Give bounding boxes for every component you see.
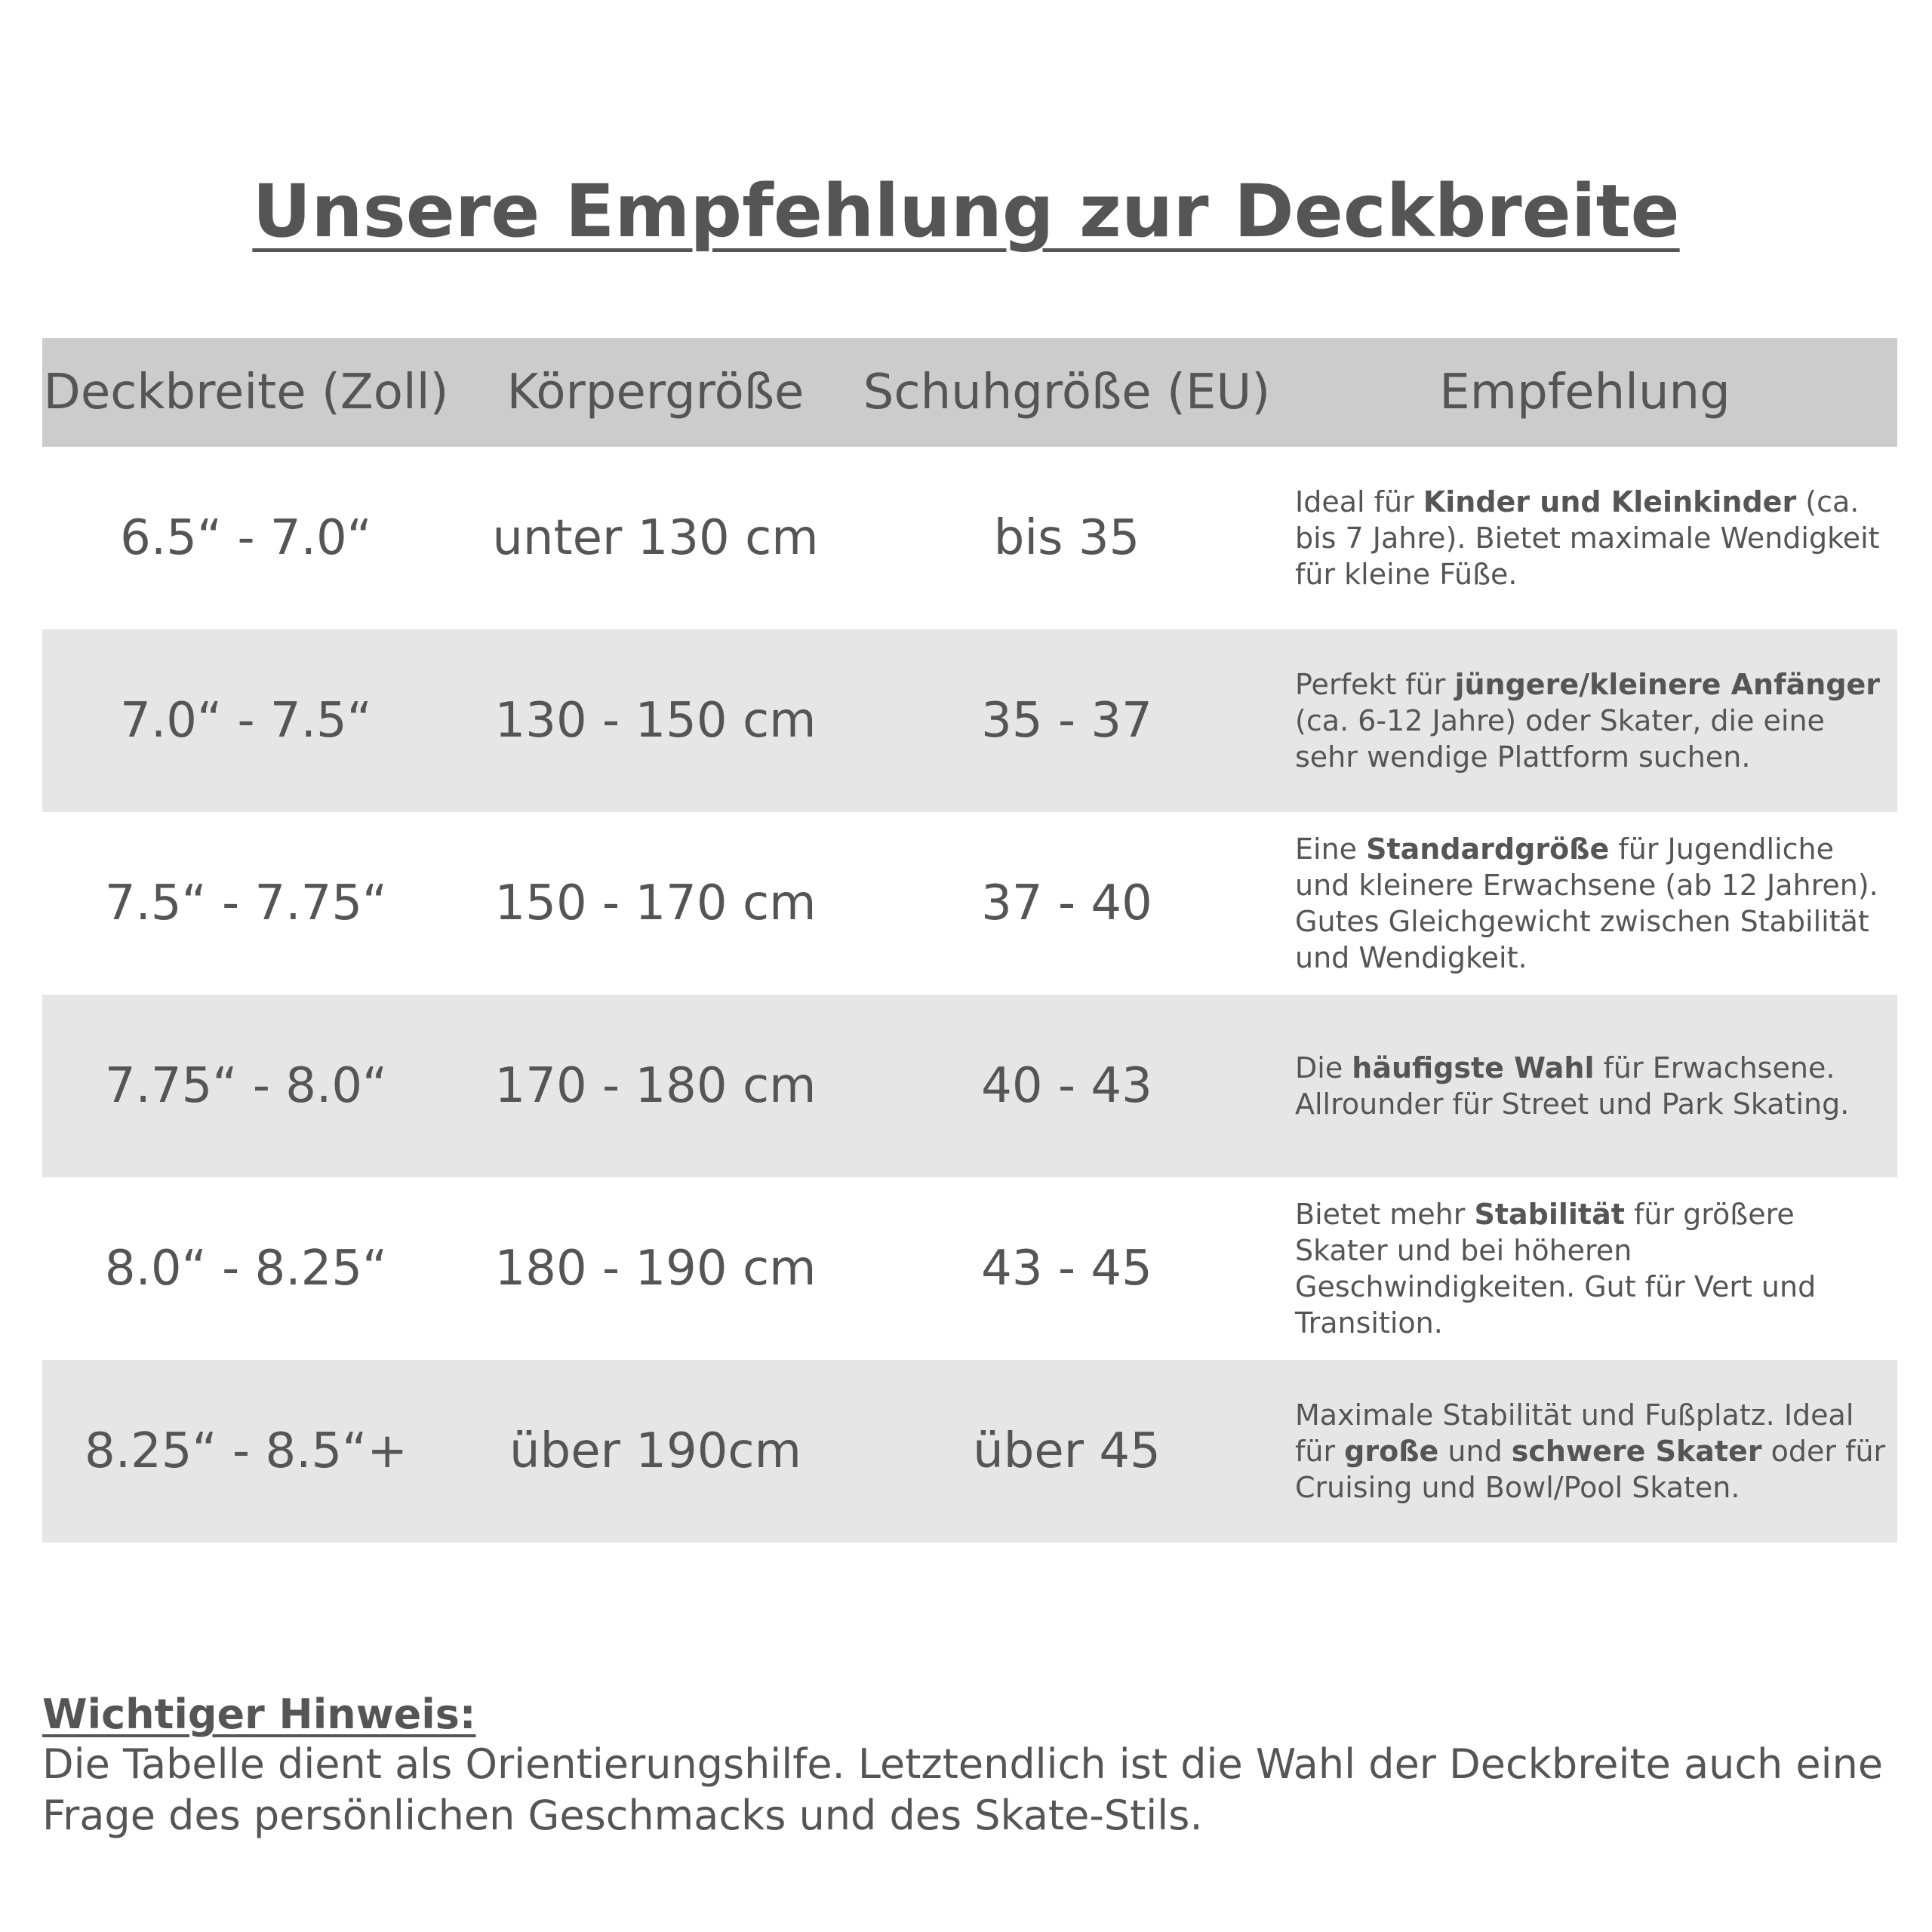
recommendation-text: (ca. bis 7 Jahre). Bietet maximale Wendigkeit für kleine Füße. xyxy=(1295,485,1880,591)
table-row xyxy=(42,629,1897,812)
shoe-size-cell: 43 - 45 xyxy=(981,1241,1152,1297)
recommendation-cell xyxy=(1272,447,1897,629)
recommendation-emphasis: große xyxy=(1344,1435,1439,1468)
recommendation-cell xyxy=(1272,1360,1897,1543)
recommendation-emphasis: häufigste Wahl xyxy=(1352,1051,1595,1084)
body-height-cell: 150 - 170 cm xyxy=(494,875,817,931)
recommendation-cell xyxy=(1272,1177,1897,1360)
recommendation-text: Eine xyxy=(1295,832,1367,866)
body-height-cell: 170 - 180 cm xyxy=(494,1058,817,1114)
deck-width-cell: 8.0“ - 8.25“ xyxy=(104,1241,388,1297)
deck-width-table xyxy=(42,338,1897,1543)
deck-width-cell: 8.25“ - 8.5“+ xyxy=(85,1423,408,1479)
page-title-text: Unsere Empfehlung zur Deckbreite xyxy=(252,169,1680,254)
deck-width-cell: 7.0“ - 7.5“ xyxy=(120,693,372,749)
body-height-cell: unter 130 cm xyxy=(492,510,819,566)
recommendation-text: für Erwachsene. Allrounder für Street und Park Skating. xyxy=(1295,1051,1850,1121)
recommendation-emphasis: schwere Skater xyxy=(1511,1435,1762,1468)
table-row xyxy=(42,447,1897,629)
recommendation-text: für Jugendliche und kleinere Erwachsene (ab 12 Jahren). Gutes Gleichgewicht zwischen Stabilität und Wendigkeit. xyxy=(1295,832,1878,974)
recommendation-emphasis: jüngere/kleinere Anfänger xyxy=(1454,668,1881,701)
recommendation-text: (ca. 6-12 Jahre) oder Skater, die eine sehr wendige Plattform suchen. xyxy=(1295,704,1825,774)
table-row xyxy=(42,1177,1897,1360)
recommendation-emphasis: Kinder und Kleinkinder xyxy=(1423,485,1797,518)
important-note xyxy=(42,1690,1884,1841)
table-header-row xyxy=(42,338,1897,447)
header-shoe-size: Schuhgröße (EU) xyxy=(863,365,1271,420)
note-heading: Wichtiger Hinweis: xyxy=(42,1690,476,1738)
table-row xyxy=(42,1360,1897,1543)
page-title xyxy=(0,169,1932,254)
table-row xyxy=(42,812,1897,995)
shoe-size-cell: bis 35 xyxy=(993,510,1140,566)
recommendation-text: Perfekt für xyxy=(1295,668,1455,701)
recommendation-cell xyxy=(1272,995,1897,1177)
recommendation-text: Die xyxy=(1295,1051,1352,1084)
shoe-size-cell: 35 - 37 xyxy=(981,693,1152,749)
body-height-cell: 130 - 150 cm xyxy=(494,693,817,749)
recommendation-text: und xyxy=(1438,1435,1512,1468)
recommendation-text: Ideal für xyxy=(1295,485,1423,518)
header-recommendation: Empfehlung xyxy=(1439,365,1730,420)
recommendation-emphasis: Stabilität xyxy=(1474,1198,1625,1231)
deck-width-cell: 7.75“ - 8.0“ xyxy=(104,1058,388,1114)
recommendation-emphasis: Standardgröße xyxy=(1366,832,1610,866)
body-height-cell: über 190cm xyxy=(509,1423,801,1479)
header-deck-width: Deckbreite (Zoll) xyxy=(43,365,449,420)
recommendation-text: für größere Skater und bei höheren Geschwindigkeiten. Gut für Vert und Transition. xyxy=(1295,1198,1817,1340)
recommendation-cell xyxy=(1272,812,1897,995)
shoe-size-cell: über 45 xyxy=(973,1423,1161,1479)
table-row xyxy=(42,995,1897,1177)
deck-width-cell: 7.5“ - 7.75“ xyxy=(104,875,388,931)
note-body: Die Tabelle dient als Orientierungshilfe. Letztendlich ist die Wahl der Deckbreite auch eine Frage des persönlichen Geschmacks und des Skate-Stils. xyxy=(42,1740,1884,1839)
shoe-size-cell: 40 - 43 xyxy=(981,1058,1152,1114)
recommendation-text: Maximale Stabilität und Fußplatz. Ideal für xyxy=(1295,1398,1854,1468)
shoe-size-cell: 37 - 40 xyxy=(981,875,1152,931)
deck-width-cell: 6.5“ - 7.0“ xyxy=(120,510,372,566)
recommendation-text: Bietet mehr xyxy=(1295,1198,1475,1231)
body-height-cell: 180 - 190 cm xyxy=(494,1241,817,1297)
recommendation-text: oder für Cruising und Bowl/Pool Skaten. xyxy=(1295,1435,1886,1504)
header-body-height: Körpergröße xyxy=(506,365,804,420)
recommendation-cell xyxy=(1272,629,1897,812)
